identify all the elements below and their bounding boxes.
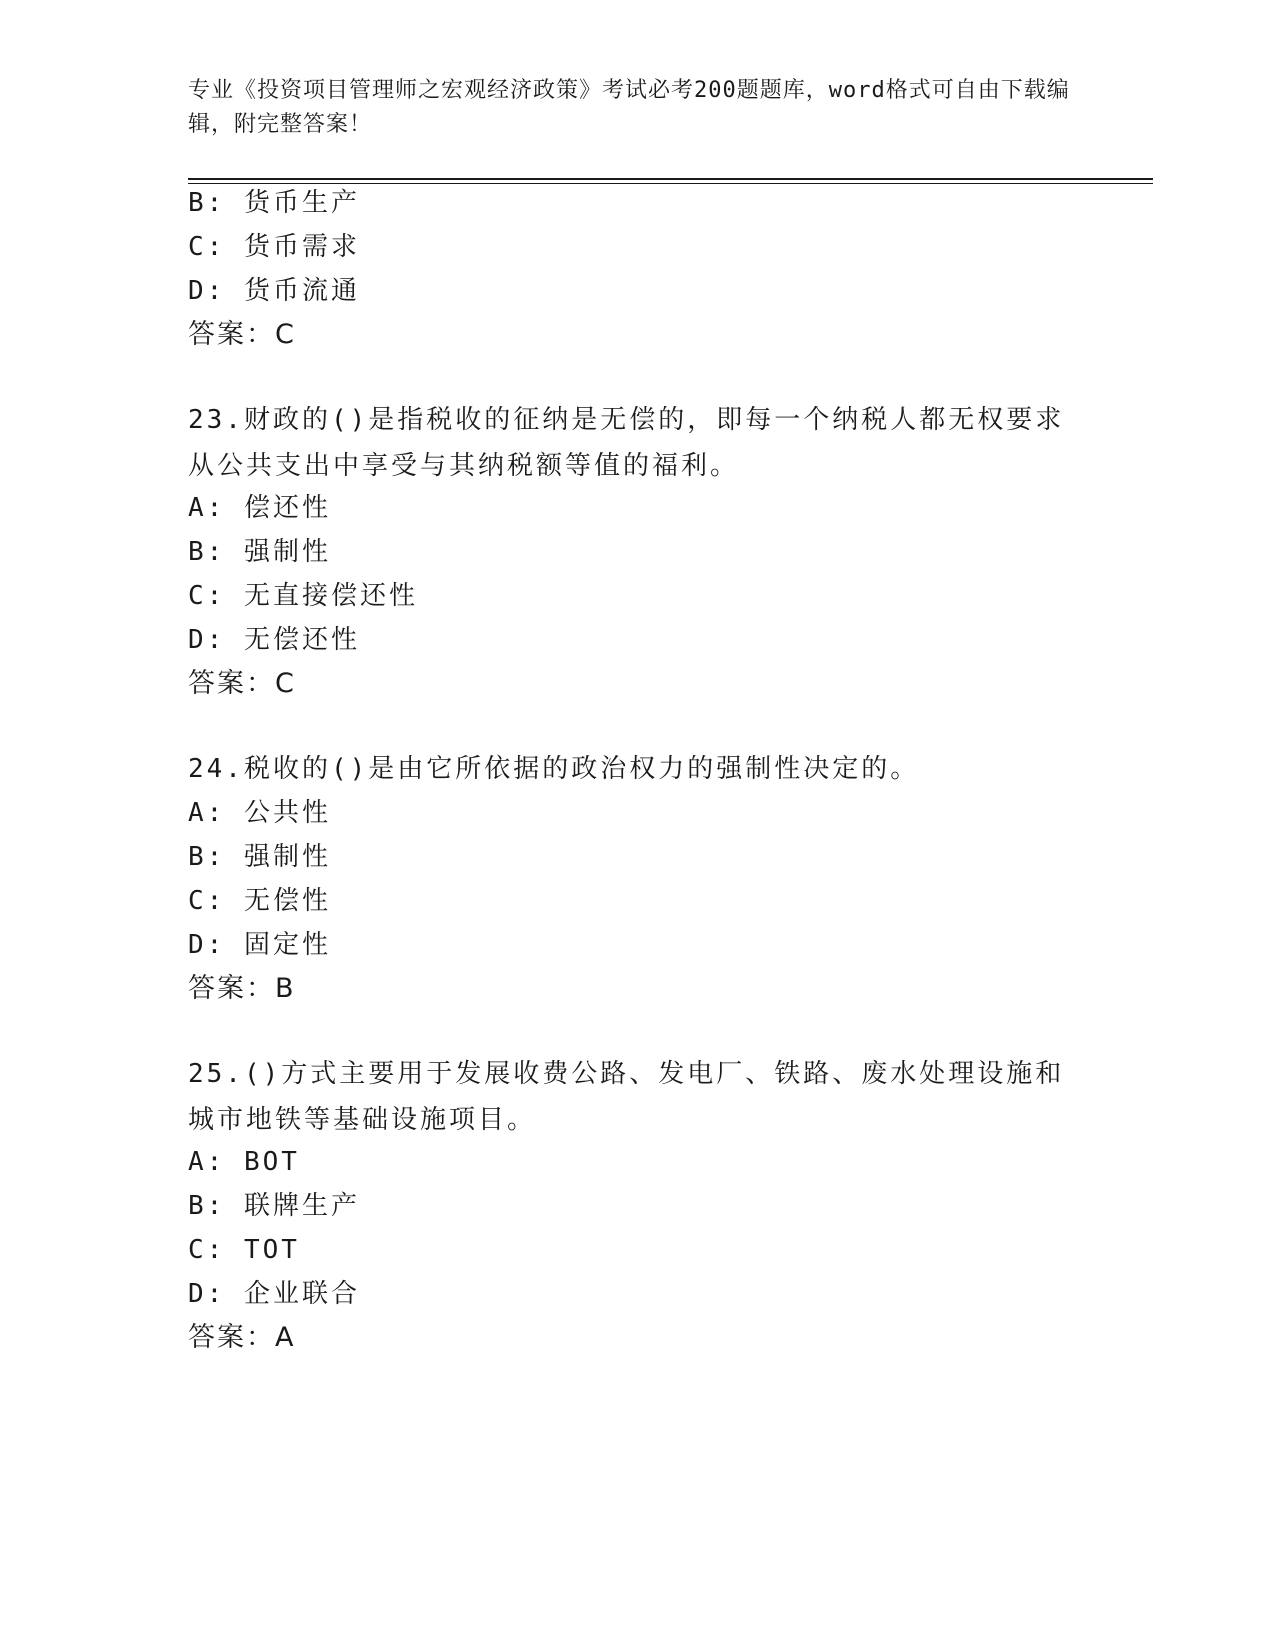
option-d: D: 无偿还性: [188, 625, 360, 655]
question-23-stem: 23.财政的()是指税收的征纳是无偿的，即每一个纳税人都无权要求从公共支出中享受与其纳税额等值的福利。: [188, 405, 1065, 481]
option-d: D: 企业联合: [188, 1279, 360, 1309]
answer-line: 答案：A: [188, 1322, 296, 1353]
option-d: D: 货币流通: [188, 276, 360, 306]
option-c: C: 货币需求: [188, 232, 360, 262]
option-b: B: 联牌生产: [188, 1191, 360, 1221]
answer-line: 答案：B: [188, 973, 296, 1004]
option-b: B: 强制性: [188, 537, 331, 567]
question-25-stem: 25.()方式主要用于发展收费公路、发电厂、铁路、废水处理设施和城市地铁等基础设施项目。: [188, 1059, 1065, 1135]
header-divider: [188, 178, 1153, 180]
option-b: B: 货币生产: [188, 188, 360, 218]
option-d: D: 固定性: [188, 930, 331, 960]
answer-line: 答案：C: [188, 668, 296, 699]
option-a: A: 偿还性: [188, 493, 331, 523]
header-divider-thin: [188, 183, 1153, 184]
option-b: B: 强制性: [188, 842, 331, 872]
option-a: A: 公共性: [188, 798, 331, 828]
page-header: 专业《投资项目管理师之宏观经济政策》考试必考200题题库，word格式可自由下载编辑，附完整答案！: [188, 78, 1070, 137]
option-c: C: TOT: [188, 1235, 300, 1265]
option-c: C: 无直接偿还性: [188, 581, 418, 611]
question-24-stem: 24.税收的()是由它所依据的政治权力的强制性决定的。: [188, 754, 920, 784]
option-a: A: BOT: [188, 1147, 300, 1177]
answer-line: 答案：C: [188, 319, 296, 350]
option-c: C: 无偿性: [188, 886, 331, 916]
